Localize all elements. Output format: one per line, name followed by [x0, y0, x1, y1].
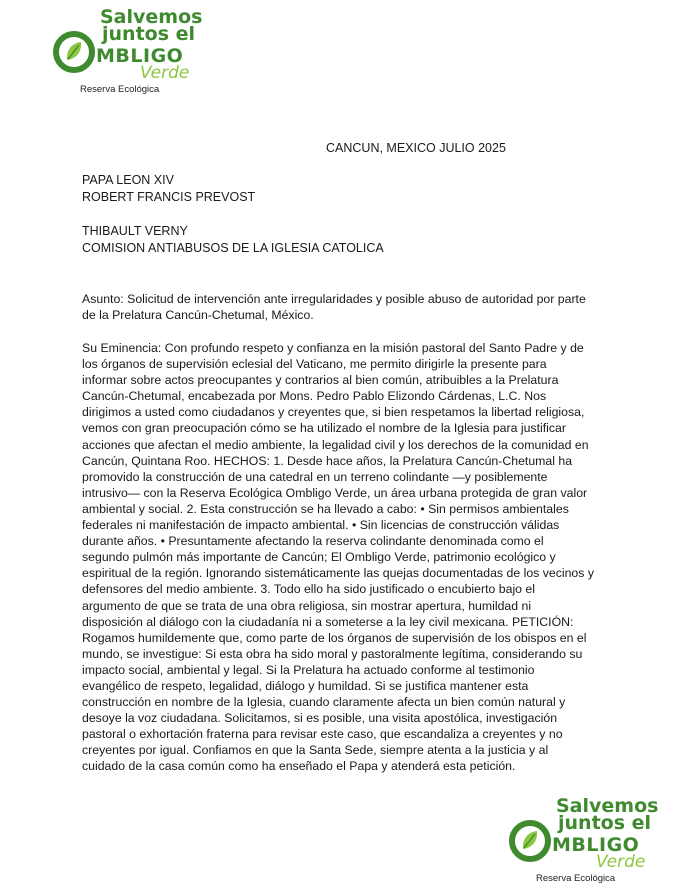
letter-body: Su Eminencia: Con profundo respeto y confianza en la misión pastoral del Santo Padre y de los órganos de supervisión eclesial del Vaticano, me permito dirigirle la presente para informar sobre actos preocupantes y contrarios al bien común, atribuibles a la Prelatura Cancún-Chetumal, encabezada por Mons. Pedro Pablo Elizondo Cárdenas, L.C. Nos dirigimos a usted como ciudadanos y creyentes que, si bien respetamos la libertad religiosa, vemos con gran preocupación cómo se ha utilizado el nombre de la Iglesia para justificar acciones que afectan el medio ambiente, la legalidad civil y los derechos de la comunidad en Cancún, Quintana Roo. HECHOS: 1. Desde hace años, la Prelatura Cancún-Chetumal ha promovido la construcción de una catedral en un terreno colindante —y posiblemente intrusivo— con la Reserva Ecológica Ombligo Verde, un área urbana protegida de gran valor ambiental y social. 2. Esta construcción se ha llevado a cabo: • Sin permisos ambientales federales ni manifestación de impacto ambiental. • Sin licencias de construcción válidas durante años. • Presuntamente afectando la reserva colindante denominada como el segundo pulmón más importante de Cancún; El Ombligo Verde, patrimonio ecológico y espiritual de la región. Ignorando sistemáticamente las quejas documentadas de los vecinos y defensores del medio ambiente. 3. Todo ello ha sido justificado o encubierto bajo el argumento de que se trata de una obra religiosa, sin mostrar apertura, humildad ni disposición al diálogo con la ciudadanía ni a someterse a la ley civil mexicana. PETICIÓN: Rogamos humildemente que, como parte de los órganos de supervisión de los obispos en el mundo, se investigue: Si esta obra ha sido moral y pastoralmente legítima, considerando su impacto social, ambiental y legal. Si la Prelatura ha actuado conforme al testimonio evangélico de respeto, legalidad, diálogo y humildad. Si se justifica mantener esta construcción en nombre de la Iglesia, cuando claramente afecta un bien común natural y desoye la voz ciudadana. Solicitamos, si es posible, una visita apostólica, investigación pastoral o exhortación fraterna para revisar este caso, que escandaliza a creyentes y no creyentes por igual. Confiamos en que la Santa Sede, siempre atenta a la justicia y al cuidado de la casa común como ha enseñado el Papa y atenderá esta petición.: [82, 341, 594, 774]
logo-line-reserva: Reserva Ecológica: [80, 84, 160, 95]
recipient2-name: THIBAULT VERNY: [82, 224, 188, 238]
logo-line-verde: Verde: [596, 852, 646, 872]
logo-line-salvemos: Salvemos: [100, 6, 203, 28]
recipient1-fullname: ROBERT FRANCIS PREVOST: [82, 190, 256, 204]
logo-line-reserva: Reserva Ecológica: [536, 873, 616, 884]
leaf-ring-icon: [52, 30, 96, 74]
recipient1-name: PAPA LEON XIV: [82, 173, 174, 187]
logo-line-juntos: juntos el: [102, 23, 196, 45]
header-logo: [50, 6, 210, 98]
logo-line-juntos: juntos el: [558, 812, 652, 834]
leaf-ring-icon: [508, 819, 552, 863]
logo-line-ombligo: MBLIGO: [552, 834, 640, 856]
place-date: CANCUN, MEXICO JULIO 2025: [326, 141, 506, 155]
logo-line-ombligo: MBLIGO: [96, 45, 184, 67]
logo-line-salvemos: Salvemos: [556, 795, 659, 817]
letter-subject: Asunto: Solicitud de intervención ante irregularidades y posible abuso de autoridad por parte de la Prelatura Cancún-Chetumal, México.: [82, 292, 586, 323]
footer-logo: [506, 795, 666, 887]
recipient2-organization: COMISION ANTIABUSOS DE LA IGLESIA CATOLICA: [82, 241, 384, 255]
logo-line-verde: Verde: [140, 63, 190, 83]
